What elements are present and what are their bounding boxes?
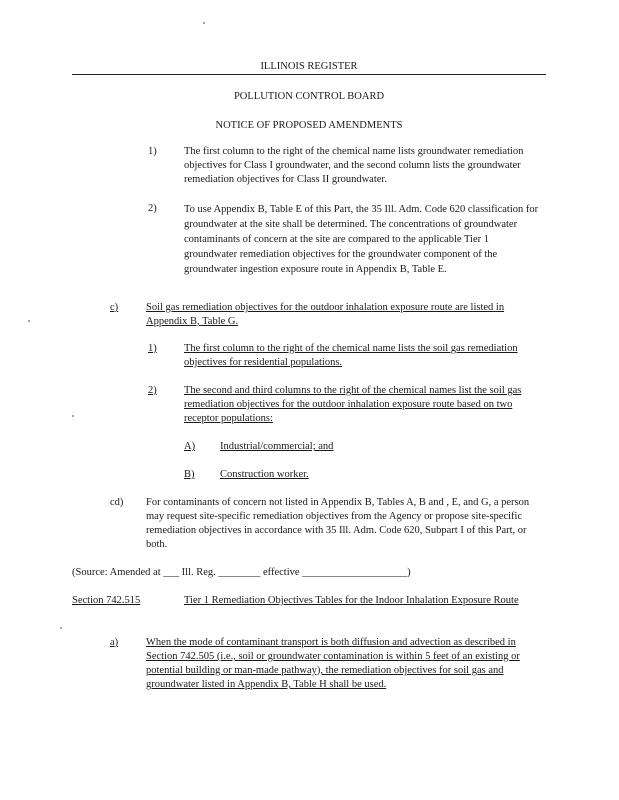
item-1-text: The first column to the right of the chemical name lists groundwater remediation objectives for Class I groundwater, and the second column lists the groundwater remediation objectives for Class II groundwater. bbox=[184, 146, 524, 185]
section-a-text: When the mode of contaminant transport is both diffusion and advection as described in Section 742.505 (i.e., soil or groundwater contamination is within 5 feet of an existing or potential building or man-made pathway), the remediation objectives for soil gas and groundwater listed in Appendix B, Table H shall be used. bbox=[146, 637, 520, 690]
item-b-text: Construction worker. bbox=[220, 469, 309, 480]
scan-speck bbox=[60, 627, 62, 629]
section-a-label: a) bbox=[110, 637, 119, 648]
header-rule bbox=[72, 74, 546, 75]
item-c2-text: The second and third columns to the right of the chemical names list the soil gas remediation objectives for the outdoor inhalation exposure route based on two receptor populations: bbox=[184, 385, 522, 424]
item-d-label: cd) bbox=[110, 497, 124, 508]
scan-speck bbox=[28, 320, 30, 322]
scan-speck bbox=[72, 415, 74, 417]
scan-speck bbox=[203, 22, 205, 24]
item-a-label: A) bbox=[184, 441, 196, 452]
source-note: (Source: Amended at ___ Ill. Reg. ________ effective ____________________) bbox=[72, 567, 411, 578]
board-title: POLLUTION CONTROL BOARD bbox=[233, 91, 385, 102]
item-c1-label: 1) bbox=[148, 343, 157, 354]
item-b-label: B) bbox=[184, 469, 195, 480]
item-c1-text: The first column to the right of the chemical name lists the soil gas remediation objectives for residential populations. bbox=[184, 343, 518, 368]
item-1-label: 1) bbox=[148, 146, 157, 157]
notice-title: NOTICE OF PROPOSED AMENDMENTS bbox=[215, 120, 403, 131]
item-c2-label: 2) bbox=[148, 385, 157, 396]
item-a-text: Industrial/commercial; and bbox=[220, 441, 334, 452]
item-c-label: c) bbox=[110, 302, 119, 313]
item-d-text: For contaminants of concern not listed in Appendix B, Tables A, B and , E, and G, a person may request site-specific remediation objectives from the Agency or propose site-specific remediation objectives in accordance with 35 Ill. Adm. Code 620, Subpart I of this Part, or both. bbox=[146, 497, 530, 550]
item-2-label: 2) bbox=[148, 203, 157, 214]
section-number: Section 742.515 bbox=[72, 595, 141, 606]
item-c-text: Soil gas remediation objectives for the outdoor inhalation exposure route are listed in Appendix B, Table G. bbox=[146, 302, 505, 327]
section-title: Tier 1 Remediation Objectives Tables for the Indoor Inhalation Exposure Route bbox=[184, 595, 519, 606]
item-2-text: To use Appendix B, Table E of this Part, the 35 Ill. Adm. Code 620 classification for groundwater at the site shall be determined. The concentrations of groundwater contaminants of concern at the site are compared to the applicable Tier 1 groundwater remediation objectives for the groundwater component of the groundwater ingestion exposure route in Appendix B, Table E. bbox=[184, 204, 539, 275]
register-title: ILLINOIS REGISTER bbox=[260, 61, 358, 72]
